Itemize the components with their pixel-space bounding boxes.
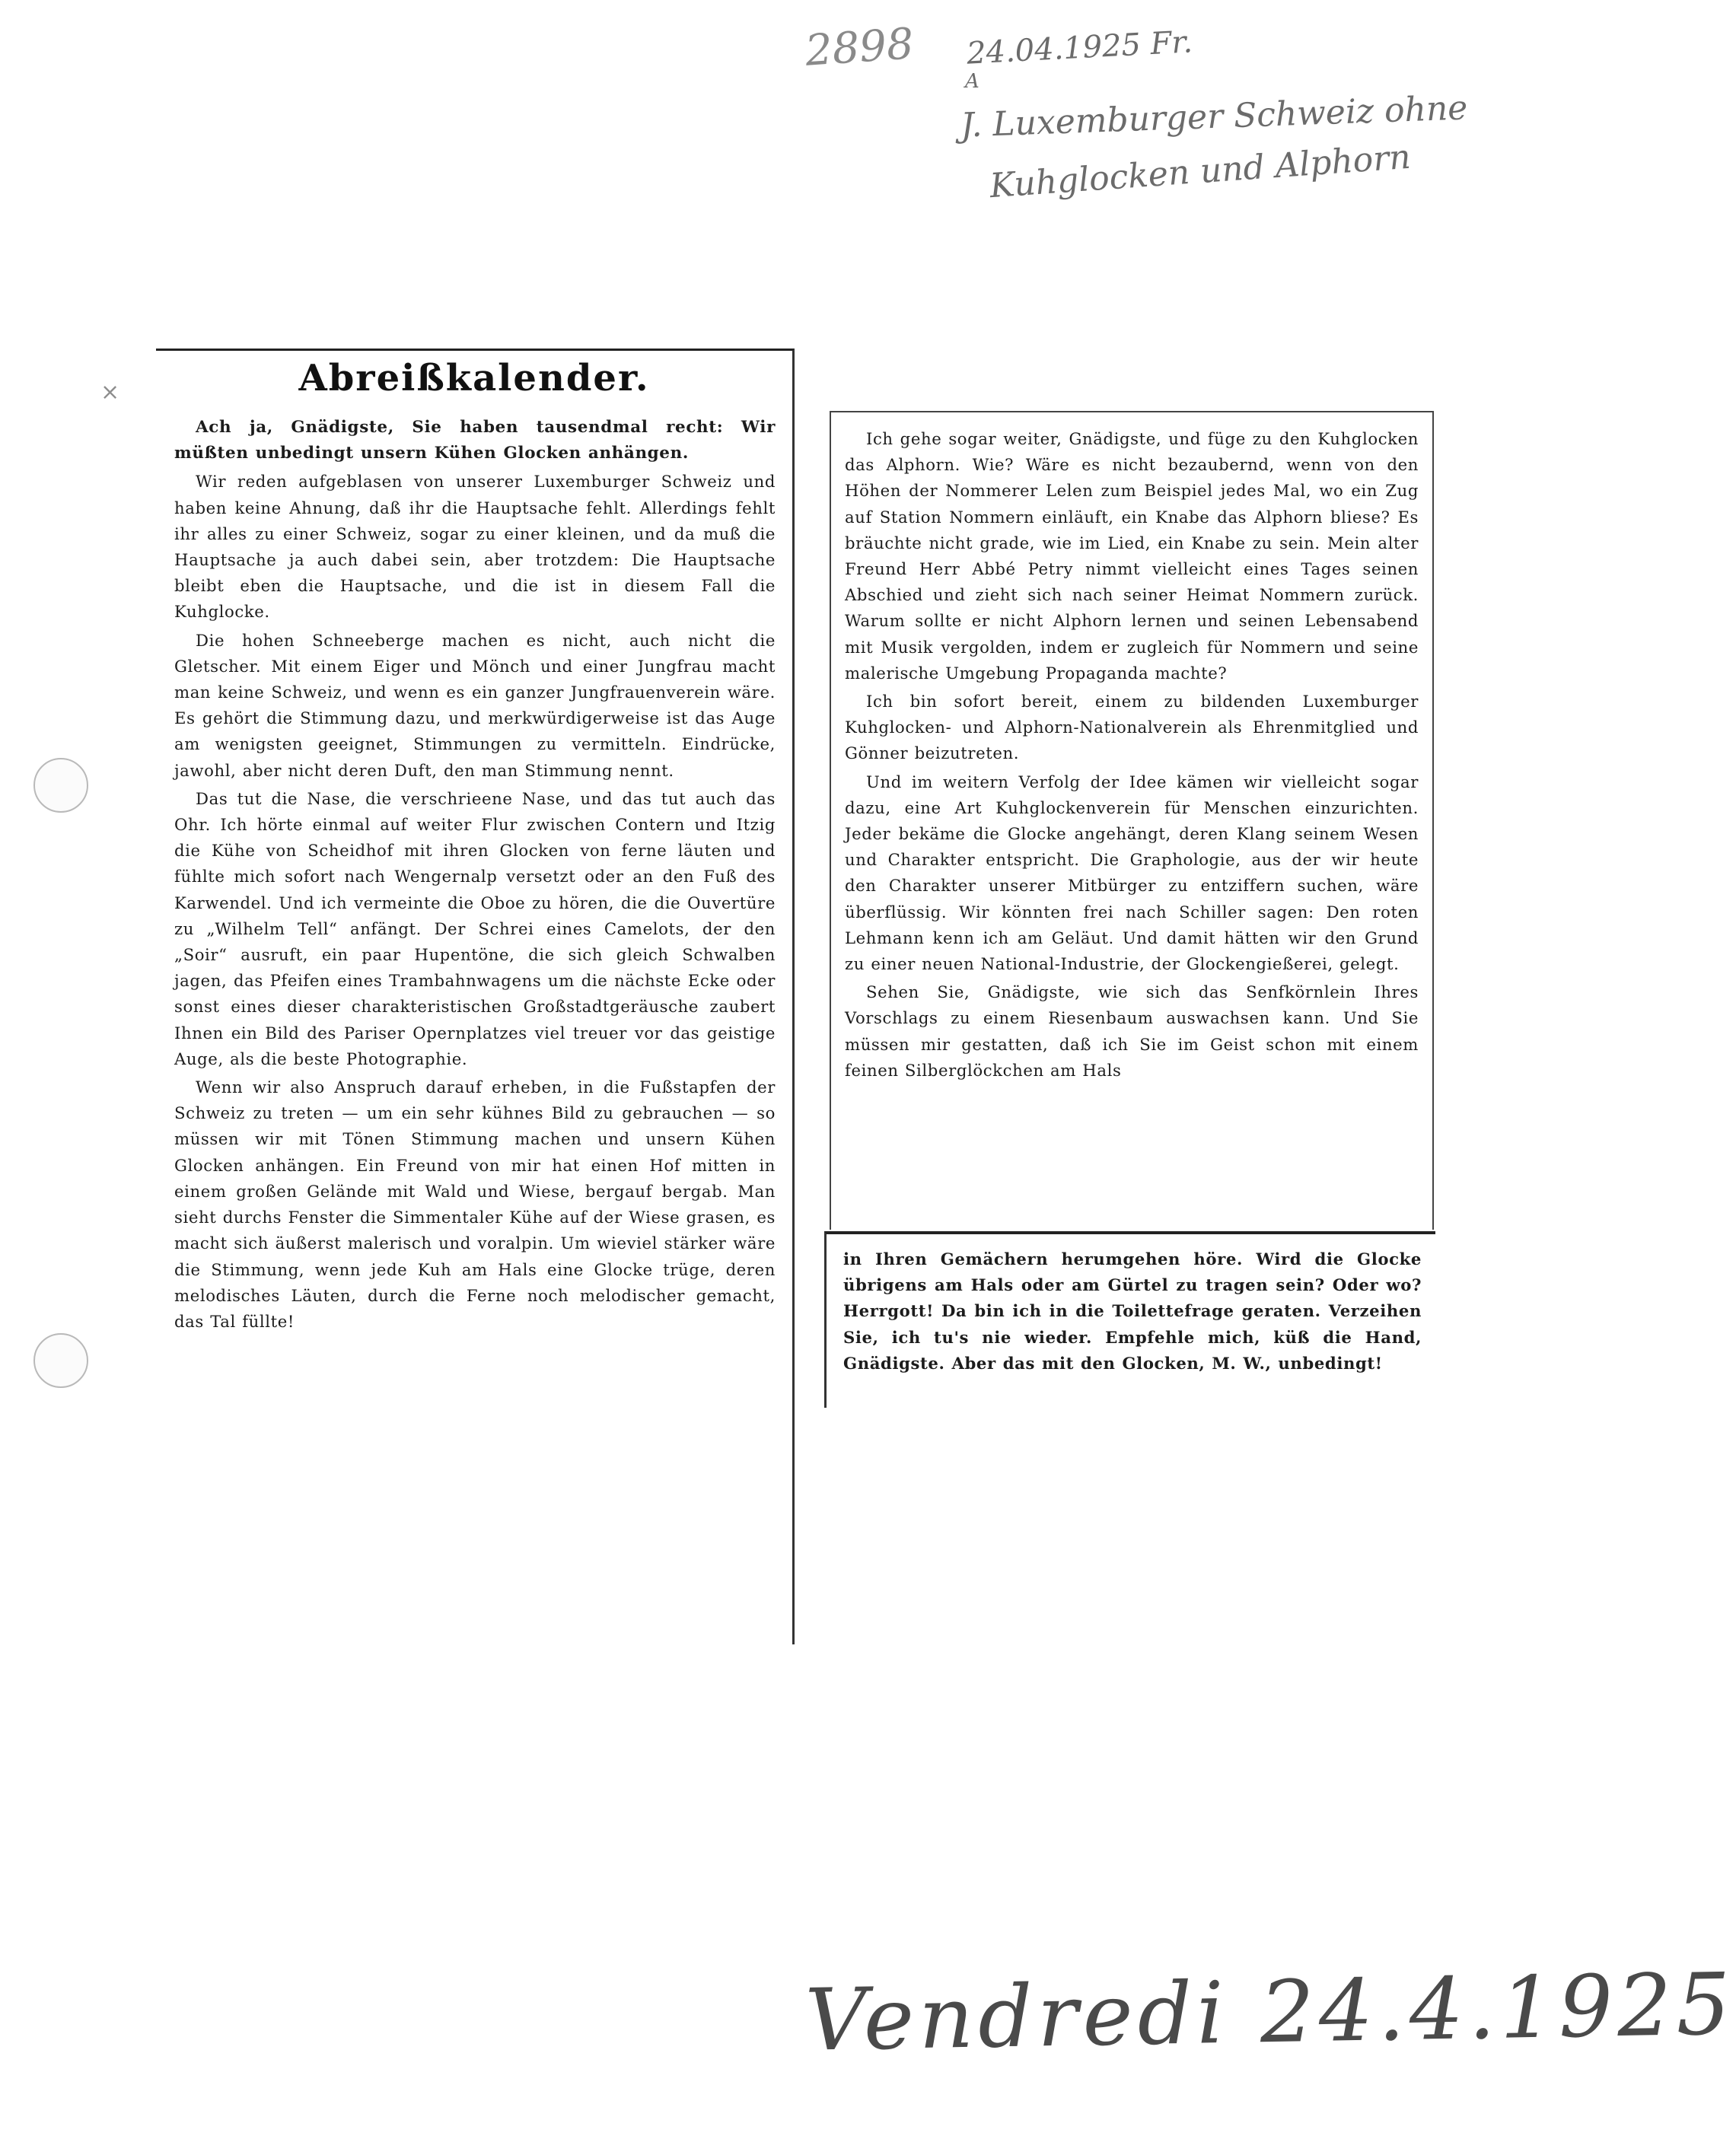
left-paragraph-4: Das tut die Nase, die verschrieene Nase, und das tut auch das Ohr. Ich hörte einmal auf weiter Flur zwischen Contern und Itzig die Kühe von Scheidhof mit ihren Glocken von ferne läuten und fühlte mich sofort nach Wengernalp versetzt oder an den Fuß des Karwendel. Und ich vermeinte die Oboe zu hören, die die Ouvertüre zu „Wilhelm Tell“ anfängt. Der Schrei eines Camelots, der den „Soir“ ausruft, ein paar Hupentöne, die sich gleich Schwalben jagen, das Pfeifen eines Trambahnwagens um die nächste Ecke oder sonst eines dieser charakteristischen Großstadtgeräusche zaubert Ihnen ein Bild des Pariser Opernplatzes viel treuer vor das geistige Auge, als die beste Photographie. xyxy=(174,788,776,1068)
margin-mark: × xyxy=(100,379,120,406)
continuation-paragraph: in Ihren Gemächern herumgehen höre. Wird die Glocke übrigens am Hals oder am Gürtel zu tragen sein? Oder wo? Herrgott! Da bin ich in die Toilettefrage geraten. Verzeihen Sie, ich tu's nie wieder. Empfehle mich, küß die Hand, Gnädigste. Aber das mit den Glocken, M. W., unbedingt! xyxy=(843,1249,1422,1373)
article-title: Abreißkalender. xyxy=(298,357,650,399)
archive-topic-line-1: J. Luxemburger Schweiz ohne xyxy=(960,88,1469,145)
continuation-body xyxy=(843,1246,1422,1379)
right-paragraph-3: Und im weitern Verfolg der Idee kämen wir vielleicht sogar dazu, eine Art Kuhglockenverein für Menschen einzurichten. Jeder bekäme die Glocke angehängt, deren Klang seinem Wesen und Charakter entspricht. Die Graphologie, aus der wir heute den Charakter unserer Mitbürger zu entziffern suchen, wäre überflüssig. Wir könnten frei nach Schiller sagen: Den roten Lehmann kenn ich am Geläut. Und damit hätten wir den Grund zu einer neuen National-Industrie, der Glockengießerei, gelegt. xyxy=(845,772,1419,974)
handwritten-date: Vendredi 24.4.1925 xyxy=(804,1955,1736,2071)
archive-date: 24.04.1925 Fr. xyxy=(965,24,1193,72)
left-column-body xyxy=(174,415,776,1337)
right-column-body xyxy=(845,426,1419,1086)
right-paragraph-2: Ich bin sofort bereit, einem zu bildenden Luxemburger Kuhglocken- und Alphorn-Nationalverein als Ehrenmitglied und Gönner beizutreten. xyxy=(845,692,1419,763)
archive-number: 2898 xyxy=(803,19,916,76)
right-paragraph-4: Sehen Sie, Gnädigste, wie sich das Senfkörnlein Ihres Vorschlags zu einem Riesenbaum auswachsen kann. Und Sie müssen mir gestatten, daß ich Sie im Geist schon mit einem feinen Silberglöckchen am Hals xyxy=(845,982,1419,1080)
clipping-continuation xyxy=(824,1231,1435,1408)
punch-hole-bottom xyxy=(33,1333,88,1388)
clipping-left-column xyxy=(156,349,795,1644)
left-paragraph-1: Ach ja, Gnädigste, Sie haben tausendmal recht: Wir müßten unbedingt unsern Kühen Glocken anhängen. xyxy=(174,418,776,463)
archive-topic-line-2: Kuhglocken und Alphorn xyxy=(988,137,1413,206)
left-paragraph-3: Die hohen Schneeberge machen es nicht, auch nicht die Gletscher. Mit einem Eiger und Mönch und einer Jungfrau macht man keine Schweiz, und wenn es ein ganzer Jungfrauenverein wäre. Es gehört die Stimmung dazu, und merkwürdigerweise ist das Auge am wenigsten geeignet, Stimmungen zu vermitteln. Eindrücke, jawohl, aber nicht deren Duft, den man Stimmung nennt. xyxy=(174,630,776,780)
right-paragraph-1: Ich gehe sogar weiter, Gnädigste, und füge zu den Kuhglocken das Alphorn. Wie? Wäre es nicht bezaubernd, wenn von den Höhen der Nommerer Lelen zum Beispiel jedes Mal, wo ein Zug auf Station Nommern einläuft, ein Knabe das Alphorn bliese? Es bräuchte nicht grade, wie im Lied, ein Knabe zu sein. Mein alter Freund Herr Abbé Petry nimmt vielleicht eines Tages seinen Abschied und zieht sich nach seiner Heimat Nommern zurück. Warum sollte er nicht Alphorn lernen und seinen Lebensabend mit Musik vergolden, indem er zugleich für Nommern und seine malerische Umgebung Propaganda machte? xyxy=(845,429,1419,683)
left-paragraph-5: Wenn wir also Anspruch darauf erheben, in die Fußstapfen der Schweiz zu treten — um ein sehr kühnes Bild zu gebrauchen — so müssen wir mit Tönen Stimmung machen und unsern Kühen Glocken anhängen. Ein Freund von mir hat einen Hof mitten in einem großen Gelände mit Wald und Wiese, bergauf bergab. Man sieht durchs Fenster die Simmentaler Kühe auf der Wiese grasen, es macht sich äußerst malerisch und voralpin. Um wieviel stärker wäre die Stimmung, wenn jede Kuh am Hals eine Glocke trüge, deren melodisches Läuten, durch die Ferne noch melodischer gemacht, das Tal füllte! xyxy=(174,1078,776,1331)
clipping-right-column xyxy=(830,411,1434,1230)
punch-hole-top xyxy=(33,758,88,813)
archive-marker: A xyxy=(965,70,979,93)
left-paragraph-2: Wir reden aufgeblasen von unserer Luxemburger Schweiz und haben keine Ahnung, daß ihr die Hauptsache fehlt. Allerdings fehlt ihr alles zu einer Schweiz, sogar zu einer kleinen, und da muß die Hauptsache ja auch dabei sein, aber trotzdem: Die Hauptsache bleibt eben die Hauptsache, und die ist in diesem Fall die Kuhglocke. xyxy=(174,472,776,622)
